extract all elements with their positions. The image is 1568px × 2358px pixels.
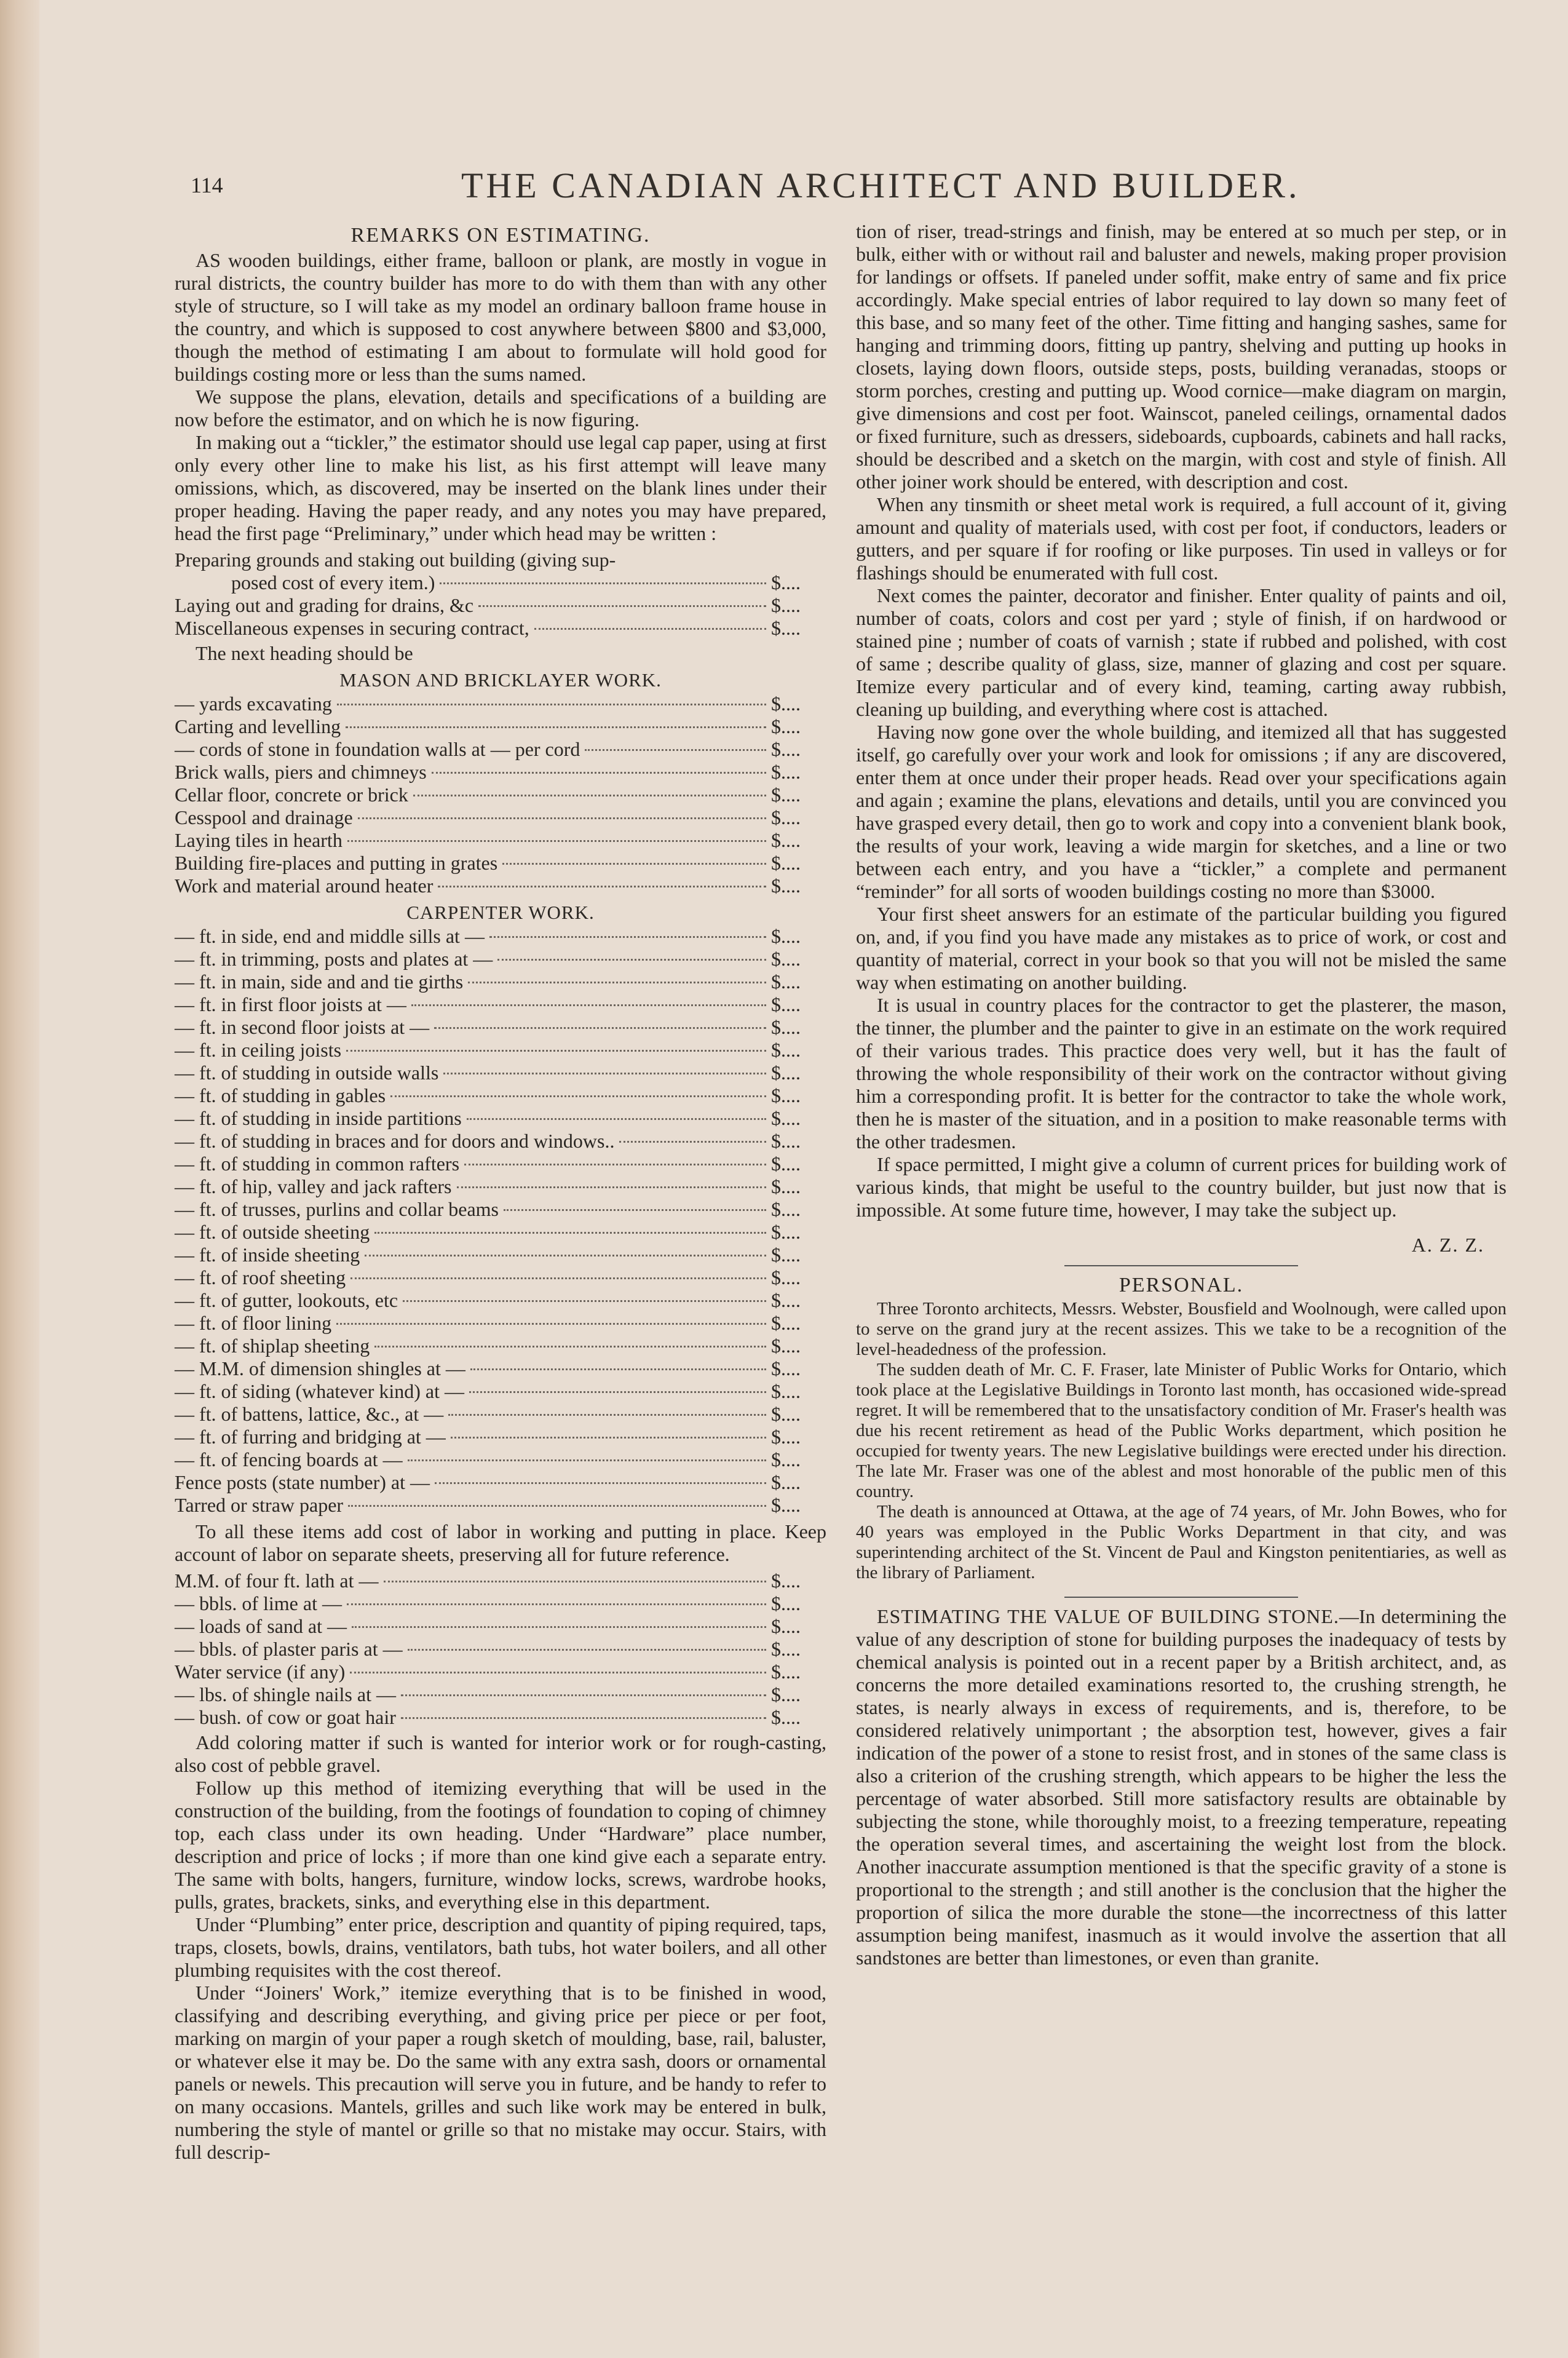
- list-item: — bbls. of plaster paris at — $....: [175, 1638, 801, 1660]
- masthead-title: THE CANADIAN ARCHITECT AND BUILDER.: [461, 165, 1301, 205]
- list-item: Preparing grounds and staking out building (giving sup-: [175, 549, 616, 571]
- list-item: Fence posts (state number) at — $....: [175, 1471, 801, 1493]
- list-item: — ft. of studding in common rafters $....: [175, 1153, 801, 1175]
- paragraph: Having now gone over the whole building, and itemized all that has suggested itself, go carefully over your work and look for omissions ; if any are discovered, enter them at once under their proper heads. Read over your specifications again and again ; examine the plans, elevations and details, until you are convinced you have grasped every detail, then go to work and copy into a convenient blank book, the results of your work, leaving a wide margin for sketches, and a line or two between each entry, and you have a “tickler,” a complete and permanent “reminder” for all sorts of wooden buildings costing no more than $3000.: [856, 721, 1507, 902]
- left-column: [175, 220, 826, 2164]
- list-item: — ft. of hip, valley and jack rafters $....: [175, 1175, 801, 1197]
- list-item: Miscellaneous expenses in securing contract, $....: [175, 617, 801, 639]
- list-item: Tarred or straw paper $....: [175, 1494, 801, 1516]
- list-item: — ft. of studding in outside walls $....: [175, 1062, 801, 1084]
- list-item: — ft. of studding in inside partitions $....: [175, 1107, 801, 1129]
- list-item: — yards excavating $....: [175, 693, 801, 715]
- list-item: Cesspool and drainage $....: [175, 806, 801, 828]
- article-heading: REMARKS ON ESTIMATING.: [350, 224, 651, 247]
- list-item: — ft. of outside sheeting $....: [175, 1221, 801, 1243]
- stone-text: —In determining the value of any description of stone for building purposes the inadequacy of tests by chemical analysis is pointed out in a recent paper by a British architect, and, as concerns the more detailed examinations resorted to, the crushing strength, he states, is nearly always in excess of requirements, and is, therefore, to be considered relatively unimportant ; the absorption test, however, gives a fair indication of the power of a stone to resist frost, and in stones of the same class is also a criterion of the crushing strength, which appears to be higher the less the percentage of water absorbed. Still more satisfactory results are obtainable by subjecting the stone, while thoroughly moist, to a freezing temperature, repeating the operation several times, and ascertaining the weight lost from the block. Another inaccurate assumption mentioned is that the specific gravity of a stone is proportional to the strength ; and still another is the conclusion that the higher the proportion of silica the more durable the stone—the incorrectness of this latter assumption being manifest, inasmuch as it would involve the assertion that all sandstones are better than limestones, or even than granite.: [856, 1605, 1507, 1969]
- paragraph: In making out a “tickler,” the estimator should use legal cap paper, using at first only every other line to make his list, as his first attempt will leave many omissions, which, as discovered, may be inserted on the blank lines under their proper heading. Having the paper ready, and any notes you may have prepared, head the first page “Preliminary,” under which head may be written :: [175, 431, 826, 544]
- page-binding-edge: [0, 0, 39, 2358]
- list-item: — ft. of battens, lattice, &c., at — $....: [175, 1403, 801, 1425]
- list-item: — lbs. of shingle nails at — $....: [175, 1683, 801, 1705]
- paragraph: Next comes the painter, decorator and finisher. Enter quality of paints and oil, number of coats, colors and cost per yard ; style of finish, if on hardwood or stained pine ; number of coats of varnish ; state if rubbed and polished, with cost of same ; describe quality of glass, size, manner of glazing and cost per square. Itemize every particular and of every kind, teaming, carting away rubbish, cleaning up building, and everything where cost is attached.: [856, 584, 1507, 720]
- paragraph: AS wooden buildings, either frame, balloon or plank, are mostly in vogue in rural districts, the country builder has more to do with them than with any other style of structure, so I will take as my model an ordinary balloon frame house in the country, and which is supposed to cost anywhere between $800 and $3,000, though the method of estimating I am about to formulate will hold good for buildings costing more or less than the sums named.: [175, 249, 826, 385]
- list-item: Cellar floor, concrete or brick $....: [175, 784, 801, 806]
- author-signature: A. Z. Z.: [1411, 1234, 1484, 1256]
- paragraph: We suppose the plans, elevation, details and specifications of a building are now before the estimator, and on which he is now figuring.: [175, 386, 826, 431]
- list-item: — ft. in side, end and middle sills at — $....: [175, 925, 801, 947]
- right-column: [856, 220, 1507, 1969]
- list-item: — ft. of inside sheeting $....: [175, 1244, 801, 1266]
- list-item: — ft. of gutter, lookouts, etc $....: [175, 1289, 801, 1311]
- paragraph: Under “Plumbing” enter price, description and quantity of piping required, taps, traps, closets, bowls, drains, ventilators, bath tubs, hot water boilers, and all other plumbing requisites with the cost thereof.: [175, 1913, 826, 1981]
- list-item: Brick walls, piers and chimneys $....: [175, 761, 801, 783]
- list-item: — M.M. of dimension shingles at — $....: [175, 1357, 801, 1379]
- list-item: — ft. of siding (whatever kind) at — $....: [175, 1380, 801, 1402]
- paragraph: tion of riser, tread-strings and finish, may be entered at so much per step, or in bulk, either with or without rail and baluster and newels, making proper provision for landings or offsets. If paneled under soffit, make entry of same and fix price accordingly. Make special entries of labor required to lay down so many feet of this base, and so many feet of the other. Time fitting and hanging sashes, same for hanging and trimming doors, fitting up pantry, shelving and putting up hooks in closets, laying down floors, outside steps, posts, building veranadas, stoops or storm porches, cresting and putting up. Wood cornice—make diagram on margin, give dimensions and cost per foot. Wainscot, paneled ceilings, ornamental dados or fixed furniture, such as dressers, sideboards, cupboards, cabinets and hall racks, should be described and a sketch on the margin, with cost and style of finish. All other joiner work should be entered, with description and cost.: [856, 220, 1507, 493]
- list-item: — ft. of shiplap sheeting $....: [175, 1335, 801, 1357]
- paragraph: The death is announced at Ottawa, at the age of 74 years, of Mr. John Bowes, who for 40 years was employed in the Public Works Department in that city, and was superintending architect of the St. Vincent de Paul and Kingston penitentiaries, as well as the library of Parliament.: [856, 1502, 1507, 1582]
- paragraph: Under “Joiners' Work,” itemize everything that is to be finished in wood, classifying and describing everything, and giving price per piece or per foot, marking on margin of your paper a rough sketch of moulding, base, rail, baluster, or whatever else it may be. Do the same with any extra sash, doors or ornamental panels or newels. This precaution will serve you in future, and be handy to refer to on many occasions. Mantels, grilles and such like work may be entered in bulk, numbering the style of mantel or grille so that no mistake may occur. Stairs, with full descrip-: [175, 1982, 826, 2163]
- preliminary-list: [175, 549, 826, 640]
- list-item: — bush. of cow or goat hair $....: [175, 1706, 801, 1728]
- list-item: — bbls. of lime at — $....: [175, 1592, 801, 1614]
- list-item: — ft. of fencing boards at — $....: [175, 1448, 801, 1471]
- list-item: — ft. of furring and bridging at — $....: [175, 1426, 801, 1448]
- paragraph: To all these items add cost of labor in working and putting in place. Keep account of labor on separate sheets, preserving all for future reference.: [175, 1520, 826, 1565]
- plaster-list: [175, 1570, 826, 1729]
- stone-heading: ESTIMATING THE VALUE OF BUILDING STONE.: [877, 1605, 1339, 1627]
- divider: [1064, 1597, 1298, 1598]
- paragraph: The sudden death of Mr. C. F. Fraser, late Minister of Public Works for Ontario, which took place at the Legislative Buildings in Toronto last month, has occasioned wide-spread regret. It will be remembered that to the unsatisfactory condition of Mr. Fraser's health was due his recent retirement as head of the Public Works department, which position he occupied for twenty years. The new Legislative buildings were erected under his direction. The late Mr. Fraser was one of the ablest and most honorable of the public men of this country.: [856, 1360, 1507, 1501]
- list-item: — loads of sand at — $....: [175, 1615, 801, 1637]
- list-item: — ft. in trimming, posts and plates at — $....: [175, 948, 801, 970]
- list-item: — ft. of studding in braces and for doors and windows.. $....: [175, 1130, 801, 1152]
- paragraph: Follow up this method of itemizing everything that will be used in the construction of the building, from the footings of foundation to coping of chimney top, each class under its own heading. Under “Hardware” place number, description and price of locks ; if more than one kind give each a separate entry. The same with bolts, hangers, furniture, window locks, screws, wardrobe hooks, pulls, grates, brackets, sinks, and everything else in this department.: [175, 1777, 826, 1913]
- list-item: — cords of stone in foundation walls at — per cord $....: [175, 738, 801, 760]
- list-item: Carting and levelling $....: [175, 715, 801, 737]
- paragraph: Add coloring matter if such is wanted for interior work or for rough-casting, also cost of pebble gravel.: [175, 1731, 826, 1776]
- list-item: — ft. of trusses, purlins and collar beams $....: [175, 1198, 801, 1220]
- stone-article: [856, 1605, 1507, 1969]
- list-item: — ft. in ceiling joists $....: [175, 1039, 801, 1061]
- list-item: — ft. of floor lining $....: [175, 1312, 801, 1334]
- list-item: Laying out and grading for drains, &c $....: [175, 594, 801, 616]
- paragraph: The next heading should be: [196, 642, 413, 664]
- paragraph: It is usual in country places for the contractor to get the plasterer, the mason, the tinner, the plumber and the painter to give in an estimate on the work required of their various trades. This practice does very well, but it has the fault of throwing the whole responsibility of their work on the contractor without giving him a corresponding profit. It is better for the contractor to take the whole work, then he is master of the situation, and in a position to make reasonable terms with the other tradesmen.: [856, 994, 1507, 1153]
- carpenter-list: [175, 925, 826, 1517]
- list-item: — ft. in second floor joists at — $....: [175, 1016, 801, 1038]
- page-number: 114: [191, 173, 223, 197]
- list-item: Work and material around heater $....: [175, 875, 801, 897]
- list-item: posed cost of every item.) $....: [231, 571, 801, 593]
- personal-heading: PERSONAL.: [1119, 1274, 1244, 1296]
- list-item: Laying tiles in hearth $....: [175, 829, 801, 851]
- paragraph: Your first sheet answers for an estimate of the particular building you figured on, and, if you find you have made any mistakes as to price of work, or cost and quantity of material, correct in your book so that you will not be misled the same way when estimating on another building.: [856, 903, 1507, 993]
- personal-section: [856, 1299, 1507, 1583]
- paragraph: If space permitted, I might give a column of current prices for building work of various kinds, that might be useful to the country builder, but just now that is impossible. At some future time, however, I may take the subject up.: [856, 1153, 1507, 1221]
- newspaper-page: [166, 165, 1507, 2163]
- list-item: — ft. of studding in gables $....: [175, 1084, 801, 1106]
- page-header: [166, 165, 1507, 208]
- list-item: Water service (if any) $....: [175, 1661, 801, 1683]
- section-heading-carpenter: CARPENTER WORK.: [406, 902, 595, 923]
- paragraph: When any tinsmith or sheet metal work is required, a full account of it, giving amount and quality of materials used, with cost per foot, if conductors, leaders or gutters, and per square if for roofing or like purposes. Tin used in valleys or for flashings should be enumerated with full cost.: [856, 493, 1507, 584]
- list-item: — ft. of roof sheeting $....: [175, 1266, 801, 1288]
- section-heading-mason: MASON AND BRICKLAYER WORK.: [339, 669, 662, 691]
- list-item: — ft. in main, side and and tie girths $....: [175, 971, 801, 993]
- list-item: Building fire-places and putting in grates $....: [175, 852, 801, 874]
- divider: [1064, 1265, 1298, 1266]
- list-item: M.M. of four ft. lath at — $....: [175, 1570, 801, 1592]
- mason-list: [175, 693, 826, 897]
- paragraph: Three Toronto architects, Messrs. Webster, Bousfield and Woolnough, were called upon to serve on the grand jury at the recent assizes. This we take to be a recognition of the level-headedness of the profession.: [856, 1299, 1507, 1359]
- list-item: — ft. in first floor joists at — $....: [175, 993, 801, 1015]
